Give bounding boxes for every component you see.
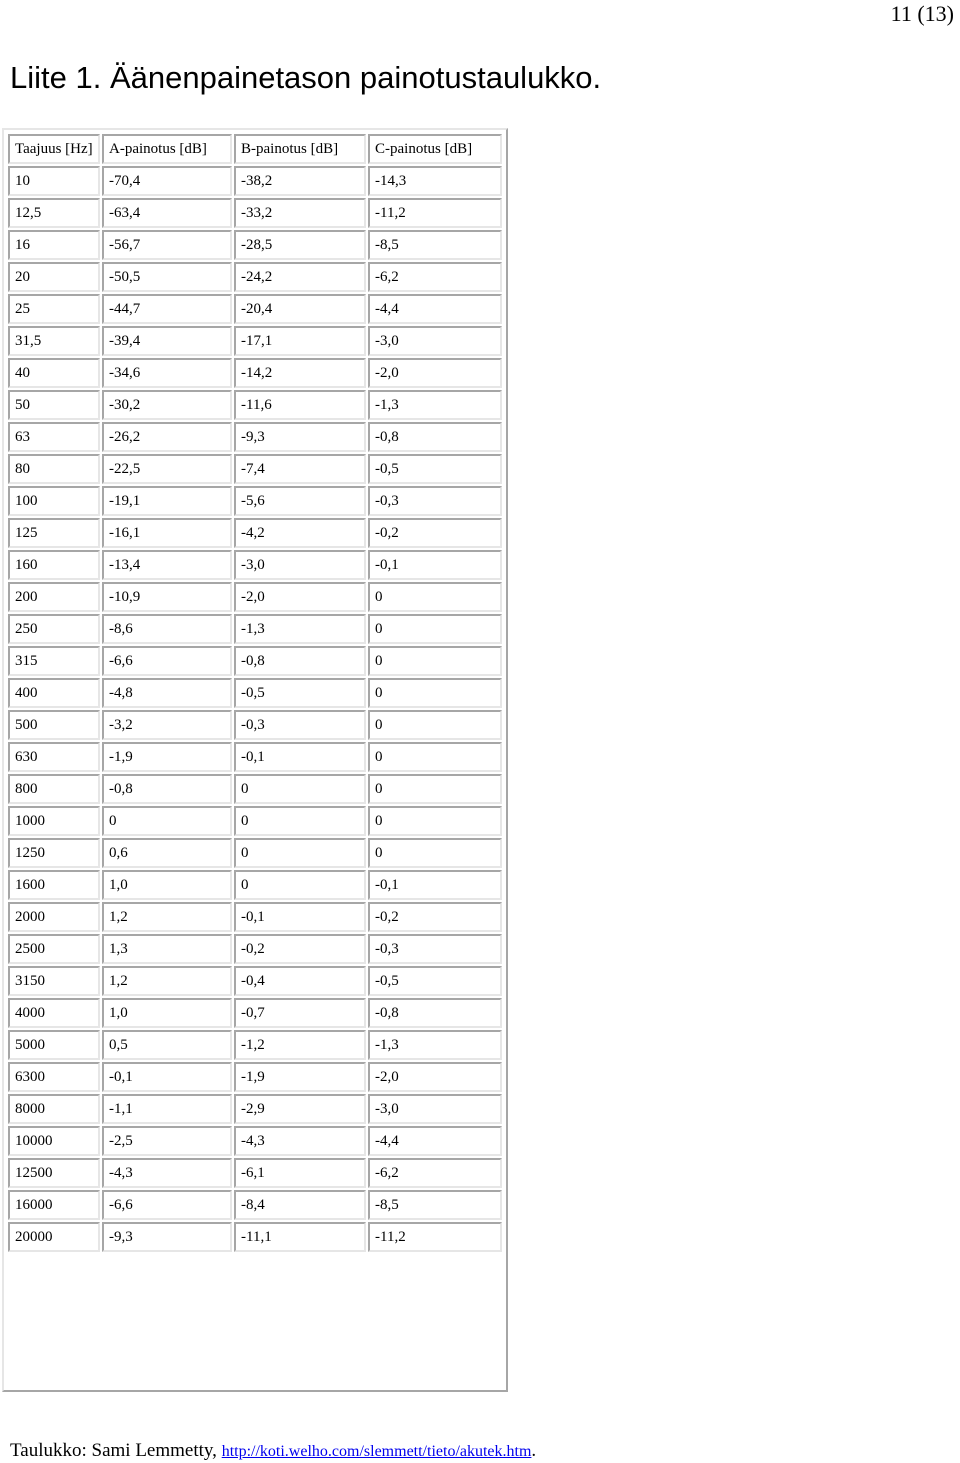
cell-a-weighting: -1,1 xyxy=(102,1094,232,1124)
cell-frequency: 31,5 xyxy=(8,326,100,356)
cell-b-weighting: -3,0 xyxy=(234,550,366,580)
cell-frequency: 125 xyxy=(8,518,100,548)
cell-c-weighting: -3,0 xyxy=(368,326,502,356)
cell-a-weighting: -6,6 xyxy=(102,646,232,676)
cell-c-weighting: -0,1 xyxy=(368,550,502,580)
cell-a-weighting: -63,4 xyxy=(102,198,232,228)
cell-a-weighting: -70,4 xyxy=(102,166,232,196)
table-row xyxy=(8,326,502,356)
cell-frequency: 12500 xyxy=(8,1158,100,1188)
cell-b-weighting: -33,2 xyxy=(234,198,366,228)
cell-frequency: 800 xyxy=(8,774,100,804)
cell-c-weighting: -14,3 xyxy=(368,166,502,196)
cell-frequency: 25 xyxy=(8,294,100,324)
table-row xyxy=(8,1158,502,1188)
cell-a-weighting: -1,9 xyxy=(102,742,232,772)
cell-a-weighting: -3,2 xyxy=(102,710,232,740)
cell-frequency: 6300 xyxy=(8,1062,100,1092)
table-row xyxy=(8,742,502,772)
table-row xyxy=(8,582,502,612)
cell-c-weighting: -0,2 xyxy=(368,518,502,548)
cell-b-weighting: -1,3 xyxy=(234,614,366,644)
table-row xyxy=(8,390,502,420)
cell-a-weighting: -0,1 xyxy=(102,1062,232,1092)
table-body xyxy=(8,134,502,1252)
cell-c-weighting: 0 xyxy=(368,774,502,804)
table-row xyxy=(8,358,502,388)
table-row xyxy=(8,902,502,932)
cell-c-weighting: 0 xyxy=(368,838,502,868)
cell-a-weighting: -0,8 xyxy=(102,774,232,804)
table-row xyxy=(8,870,502,900)
weighting-table xyxy=(6,132,504,1254)
table-row xyxy=(8,998,502,1028)
table-row xyxy=(8,294,502,324)
cell-frequency: 50 xyxy=(8,390,100,420)
cell-a-weighting: -22,5 xyxy=(102,454,232,484)
cell-a-weighting: -56,7 xyxy=(102,230,232,260)
table-row xyxy=(8,454,502,484)
page-number: 11 (13) xyxy=(890,1,954,26)
cell-b-weighting: -8,4 xyxy=(234,1190,366,1220)
cell-frequency: 400 xyxy=(8,678,100,708)
cell-a-weighting: -50,5 xyxy=(102,262,232,292)
cell-b-weighting: -24,2 xyxy=(234,262,366,292)
cell-frequency: 630 xyxy=(8,742,100,772)
cell-b-weighting: -11,6 xyxy=(234,390,366,420)
cell-a-weighting: -8,6 xyxy=(102,614,232,644)
cell-b-weighting: -4,3 xyxy=(234,1126,366,1156)
header-c-weighting: C-painotus [dB] xyxy=(368,134,502,164)
cell-b-weighting: -11,1 xyxy=(234,1222,366,1252)
table-row xyxy=(8,198,502,228)
cell-frequency: 100 xyxy=(8,486,100,516)
cell-c-weighting: 0 xyxy=(368,646,502,676)
table-header-row xyxy=(8,134,502,164)
cell-b-weighting: -28,5 xyxy=(234,230,366,260)
cell-b-weighting: -0,1 xyxy=(234,742,366,772)
cell-b-weighting: 0 xyxy=(234,870,366,900)
table-row xyxy=(8,934,502,964)
cell-c-weighting: -1,3 xyxy=(368,390,502,420)
cell-frequency: 10000 xyxy=(8,1126,100,1156)
cell-a-weighting: -4,8 xyxy=(102,678,232,708)
weighting-table-frame xyxy=(2,128,508,1392)
cell-a-weighting: -44,7 xyxy=(102,294,232,324)
cell-b-weighting: -2,9 xyxy=(234,1094,366,1124)
cell-c-weighting: 0 xyxy=(368,582,502,612)
cell-a-weighting: -2,5 xyxy=(102,1126,232,1156)
cell-b-weighting: -5,6 xyxy=(234,486,366,516)
table-row xyxy=(8,806,502,836)
cell-frequency: 80 xyxy=(8,454,100,484)
table-row xyxy=(8,550,502,580)
cell-c-weighting: -0,1 xyxy=(368,870,502,900)
cell-frequency: 16000 xyxy=(8,1190,100,1220)
table-row xyxy=(8,422,502,452)
cell-frequency: 3150 xyxy=(8,966,100,996)
cell-a-weighting: 1,3 xyxy=(102,934,232,964)
cell-c-weighting: -11,2 xyxy=(368,1222,502,1252)
cell-b-weighting: 0 xyxy=(234,838,366,868)
cell-frequency: 12,5 xyxy=(8,198,100,228)
cell-frequency: 40 xyxy=(8,358,100,388)
cell-a-weighting: 0,6 xyxy=(102,838,232,868)
cell-c-weighting: -8,5 xyxy=(368,230,502,260)
cell-c-weighting: -0,5 xyxy=(368,454,502,484)
cell-a-weighting: -26,2 xyxy=(102,422,232,452)
cell-b-weighting: -0,2 xyxy=(234,934,366,964)
table-row xyxy=(8,710,502,740)
source-link[interactable]: http://koti.welho.com/slemmett/tieto/akutek.htm xyxy=(221,1443,532,1460)
cell-a-weighting: -30,2 xyxy=(102,390,232,420)
cell-c-weighting: -4,4 xyxy=(368,1126,502,1156)
cell-a-weighting: 1,2 xyxy=(102,966,232,996)
cell-c-weighting: -0,8 xyxy=(368,998,502,1028)
cell-a-weighting: 0,5 xyxy=(102,1030,232,1060)
table-row xyxy=(8,646,502,676)
table-row xyxy=(8,1126,502,1156)
cell-b-weighting: -0,5 xyxy=(234,678,366,708)
table-row xyxy=(8,262,502,292)
cell-c-weighting: -0,5 xyxy=(368,966,502,996)
header-frequency: Taajuus [Hz] xyxy=(8,134,100,164)
header-b-weighting: B-painotus [dB] xyxy=(234,134,366,164)
cell-frequency: 5000 xyxy=(8,1030,100,1060)
cell-c-weighting: -11,2 xyxy=(368,198,502,228)
cell-c-weighting: -1,3 xyxy=(368,1030,502,1060)
source-note-prefix: Taulukko: Sami Lemmetty, xyxy=(10,1440,222,1461)
cell-b-weighting: -2,0 xyxy=(234,582,366,612)
cell-a-weighting: 1,0 xyxy=(102,870,232,900)
cell-a-weighting: 0 xyxy=(102,806,232,836)
cell-b-weighting: -0,7 xyxy=(234,998,366,1028)
table-row xyxy=(8,838,502,868)
cell-frequency: 1250 xyxy=(8,838,100,868)
cell-frequency: 500 xyxy=(8,710,100,740)
cell-frequency: 16 xyxy=(8,230,100,260)
cell-b-weighting: -1,9 xyxy=(234,1062,366,1092)
cell-frequency: 2500 xyxy=(8,934,100,964)
table-row xyxy=(8,614,502,644)
cell-a-weighting: 1,0 xyxy=(102,998,232,1028)
cell-b-weighting: -1,2 xyxy=(234,1030,366,1060)
cell-frequency: 20000 xyxy=(8,1222,100,1252)
cell-b-weighting: -17,1 xyxy=(234,326,366,356)
cell-c-weighting: -0,3 xyxy=(368,934,502,964)
cell-frequency: 160 xyxy=(8,550,100,580)
table-row xyxy=(8,166,502,196)
cell-a-weighting: -39,4 xyxy=(102,326,232,356)
table-row xyxy=(8,230,502,260)
cell-b-weighting: -0,3 xyxy=(234,710,366,740)
header-a-weighting: A-painotus [dB] xyxy=(102,134,232,164)
cell-a-weighting: -6,6 xyxy=(102,1190,232,1220)
cell-b-weighting: -9,3 xyxy=(234,422,366,452)
cell-a-weighting: -13,4 xyxy=(102,550,232,580)
cell-frequency: 10 xyxy=(8,166,100,196)
cell-frequency: 1600 xyxy=(8,870,100,900)
cell-c-weighting: 0 xyxy=(368,614,502,644)
cell-c-weighting: -2,0 xyxy=(368,1062,502,1092)
cell-frequency: 4000 xyxy=(8,998,100,1028)
table-row xyxy=(8,1030,502,1060)
cell-a-weighting: -4,3 xyxy=(102,1158,232,1188)
cell-c-weighting: -0,3 xyxy=(368,486,502,516)
cell-c-weighting: -8,5 xyxy=(368,1190,502,1220)
cell-c-weighting: 0 xyxy=(368,710,502,740)
cell-c-weighting: -6,2 xyxy=(368,262,502,292)
cell-a-weighting: -16,1 xyxy=(102,518,232,548)
cell-a-weighting: -34,6 xyxy=(102,358,232,388)
cell-frequency: 1000 xyxy=(8,806,100,836)
cell-c-weighting: -2,0 xyxy=(368,358,502,388)
cell-c-weighting: 0 xyxy=(368,678,502,708)
table-row xyxy=(8,486,502,516)
source-note-suffix: . xyxy=(531,1440,537,1461)
cell-frequency: 20 xyxy=(8,262,100,292)
cell-b-weighting: -0,8 xyxy=(234,646,366,676)
table-row xyxy=(8,678,502,708)
cell-frequency: 315 xyxy=(8,646,100,676)
cell-c-weighting: -0,2 xyxy=(368,902,502,932)
page-title: Liite 1. Äänenpainetason painotustaulukko. xyxy=(10,60,602,95)
table-row xyxy=(8,1094,502,1124)
cell-b-weighting: -20,4 xyxy=(234,294,366,324)
cell-b-weighting: -0,4 xyxy=(234,966,366,996)
cell-b-weighting: 0 xyxy=(234,806,366,836)
cell-b-weighting: -6,1 xyxy=(234,1158,366,1188)
cell-c-weighting: -0,8 xyxy=(368,422,502,452)
cell-frequency: 8000 xyxy=(8,1094,100,1124)
cell-c-weighting: -4,4 xyxy=(368,294,502,324)
cell-c-weighting: -6,2 xyxy=(368,1158,502,1188)
cell-frequency: 200 xyxy=(8,582,100,612)
cell-a-weighting: -10,9 xyxy=(102,582,232,612)
cell-b-weighting: -7,4 xyxy=(234,454,366,484)
cell-b-weighting: -38,2 xyxy=(234,166,366,196)
cell-frequency: 63 xyxy=(8,422,100,452)
cell-b-weighting: 0 xyxy=(234,774,366,804)
table-row xyxy=(8,1062,502,1092)
source-note xyxy=(10,1440,536,1463)
cell-c-weighting: -3,0 xyxy=(368,1094,502,1124)
cell-a-weighting: 1,2 xyxy=(102,902,232,932)
table-row xyxy=(8,1222,502,1252)
table-row xyxy=(8,518,502,548)
cell-frequency: 250 xyxy=(8,614,100,644)
cell-b-weighting: -4,2 xyxy=(234,518,366,548)
cell-c-weighting: 0 xyxy=(368,806,502,836)
cell-b-weighting: -0,1 xyxy=(234,902,366,932)
table-row xyxy=(8,1190,502,1220)
cell-b-weighting: -14,2 xyxy=(234,358,366,388)
cell-a-weighting: -19,1 xyxy=(102,486,232,516)
cell-c-weighting: 0 xyxy=(368,742,502,772)
table-row xyxy=(8,966,502,996)
table-row xyxy=(8,774,502,804)
cell-a-weighting: -9,3 xyxy=(102,1222,232,1252)
cell-frequency: 2000 xyxy=(8,902,100,932)
